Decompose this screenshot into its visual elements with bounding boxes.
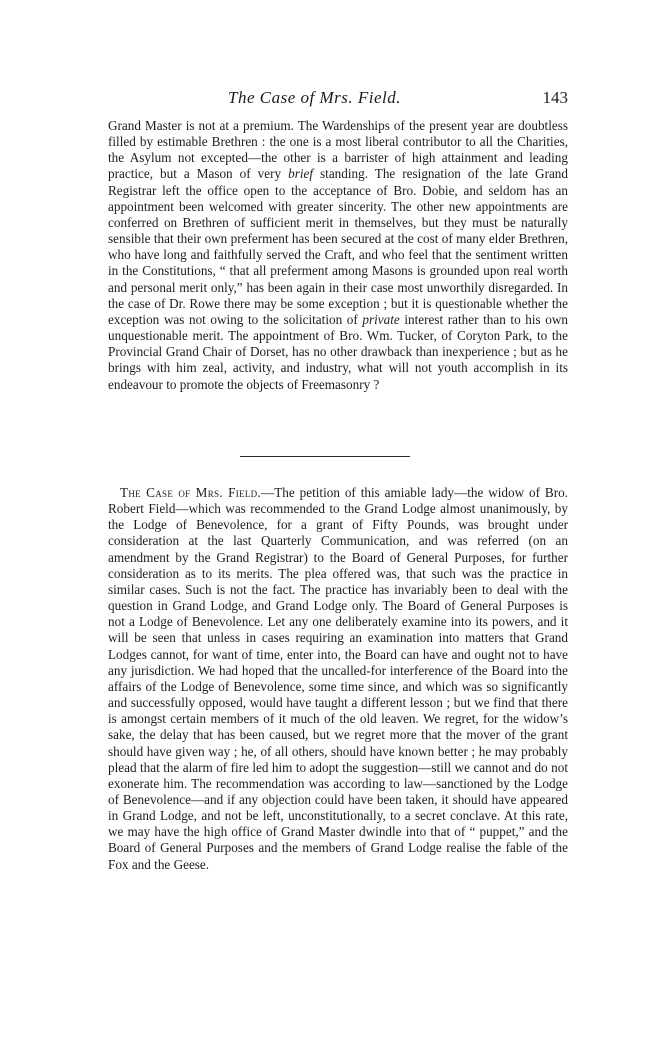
paragraph-text-c: interest rather than to his own unquestionable merit. The appointment of Bro. Wm. Tucker, of Coryton Park, to the Provincial Grand Chair of Dorset, has no other drawback than inexperience ; but as he brings with him zeal, activity, and industry, what will not youth accomplish in its endeavour to promote the objects of Freemasonry ? [108,311,568,392]
paragraph-text-b: standing. The resignation of the late Grand Registrar left the office open to the acceptance of Bro. Dobie, and seldom has an appointment been welcomed with greater sincerity. The other new appointments are conferred on Brethren of sufficient merit in themselves, but they must be naturally sensible that their own preferment has been secured at the cost of many elder Brethren, who have long and faithfully served the Craft, and who feel that the sentiment written in the Constitutions, “ that all preferment among Masons is grounded upon real worth and personal merit only,” has been again in their case most unworthily disregarded. In the case of Dr. Rowe there may be some exception ; but it is questionable whether the exception was not owing to the solicitation of [108,166,568,327]
paragraph-text-a: Grand Master is not at a premium. The Wardenships of the present year are doubtless filled by estimable Brethren : the one is a most liberal contributor to all the Charities, the Asylum not excepted—the other is a barrister of high attainment and leading practice, but a Mason of very [108,118,568,182]
paragraph-case-of-mrs-field [108,485,568,873]
emphasis-brief: brief [288,166,314,182]
paragraph-freemasonry-appointments [108,118,568,393]
paragraph-text: —The petition of this amiable lady—the widow of Bro. Robert Field—which was recommended to the Grand Lodge almost unanimously, by the Lodge of Benevolence, for a grant of Fifty Pounds, was brought under consideration at the last Quarterly Communication, and was referred (on an amendment by the Grand Registrar) to the Board of General Purposes, for further consideration as to its merits. The plea offered was, that such was the practice in similar cases. Such is not the fact. The practice has invariably been to deal with the question in Grand Lodge, and Grand Lodge only. The Board of General Purposes is not a Lodge of Benevolence. Let any one deliberately examine into its powers, and it will be seen that unless in cases requiring an examination into matters that Grand Lodges cannot, for want of time, enter into, the Board can have and ought not to have any jurisdiction. We had hoped that the uncalled-for interference of the Board into the affairs of the Lodge of Benevolence, some time since, and which was so significantly and successfully opposed, would have taught a different lesson ; but we find that there is amongst certain members of it much of the old leaven. We regret, for the widow’s sake, the delay that has been caused, but we regret more that the mover of the grant should have given way ; he, of all others, should have known better ; he may probably plead that the alarm of fire led him to adopt the suggestion—still we cannot and do not exonerate him. The recommendation was according to law—sanctioned by the Lodge of Benevolence—and if any objection could have been taken, it should have appeared in Grand Lodge, and not be left, unconstitutionally, to a secret conclave. At this rate, we may have the high office of Grand Master dwindle into that of “ puppet,” and the Board of General Purposes and the members of Grand Lodge realise the fable of the Fox and the Geese. [108,485,568,872]
section-divider [240,456,410,457]
page-number: 143 [542,88,568,107]
running-head [108,88,568,112]
section-heading: The Case of Mrs. Field. [120,485,262,500]
running-title: The Case of Mrs. Field. [228,88,401,107]
emphasis-private: private [362,311,400,327]
